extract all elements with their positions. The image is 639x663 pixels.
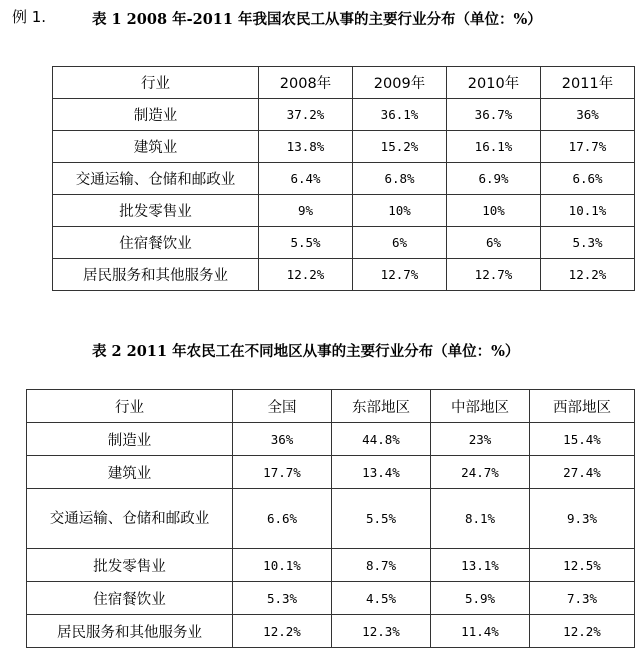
value-cell: 12.7%: [353, 259, 447, 291]
value-cell: 36.7%: [447, 99, 541, 131]
value-cell: 27.4%: [530, 456, 635, 489]
table-header-row: [53, 67, 635, 99]
value-cell: 5.5%: [332, 489, 431, 549]
header-cell: 全国: [233, 390, 332, 423]
value-cell: 12.2%: [541, 259, 635, 291]
table-row: [27, 456, 635, 489]
table2-caption: 表 2 2011 年农民工在不同地区从事的主要行业分布（单位：%）: [92, 343, 520, 360]
value-cell: 11.4%: [431, 615, 530, 648]
industry-cell: 批发零售业: [53, 195, 259, 227]
header-cell: 2008年: [259, 67, 353, 99]
value-cell: 5.3%: [233, 582, 332, 615]
value-cell: 16.1%: [447, 131, 541, 163]
value-cell: 10%: [447, 195, 541, 227]
value-cell: 10%: [353, 195, 447, 227]
value-cell: 13.8%: [259, 131, 353, 163]
table-row: [53, 227, 635, 259]
value-cell: 6.6%: [233, 489, 332, 549]
value-cell: 36%: [233, 423, 332, 456]
table-row: [27, 549, 635, 582]
table-row: [53, 99, 635, 131]
value-cell: 12.2%: [530, 615, 635, 648]
value-cell: 12.2%: [259, 259, 353, 291]
industry-cell: 居民服务和其他服务业: [27, 615, 233, 648]
table-row: [27, 615, 635, 648]
value-cell: 12.7%: [447, 259, 541, 291]
header-cell: 2011年: [541, 67, 635, 99]
value-cell: 37.2%: [259, 99, 353, 131]
value-cell: 12.2%: [233, 615, 332, 648]
value-cell: 17.7%: [233, 456, 332, 489]
value-cell: 9.3%: [530, 489, 635, 549]
value-cell: 4.5%: [332, 582, 431, 615]
header-cell: 东部地区: [332, 390, 431, 423]
industry-cell: 居民服务和其他服务业: [53, 259, 259, 291]
header-cell: 中部地区: [431, 390, 530, 423]
table-header-row: [27, 390, 635, 423]
value-cell: 7.3%: [530, 582, 635, 615]
header-cell: 行业: [53, 67, 259, 99]
value-cell: 5.5%: [259, 227, 353, 259]
value-cell: 15.4%: [530, 423, 635, 456]
industry-cell: 住宿餐饮业: [27, 582, 233, 615]
industry-cell: 交通运输、仓储和邮政业: [27, 489, 233, 549]
value-cell: 5.3%: [541, 227, 635, 259]
industry-cell: 制造业: [27, 423, 233, 456]
value-cell: 13.1%: [431, 549, 530, 582]
value-cell: 17.7%: [541, 131, 635, 163]
value-cell: 8.7%: [332, 549, 431, 582]
value-cell: 6.4%: [259, 163, 353, 195]
value-cell: 6%: [353, 227, 447, 259]
table2: [26, 389, 635, 648]
value-cell: 13.4%: [332, 456, 431, 489]
header-cell: 2009年: [353, 67, 447, 99]
table-row: [27, 489, 635, 549]
value-cell: 36%: [541, 99, 635, 131]
value-cell: 12.5%: [530, 549, 635, 582]
table1-caption: 表 1 2008 年-2011 年我国农民工从事的主要行业分布（单位：%）: [92, 11, 542, 28]
industry-cell: 住宿餐饮业: [53, 227, 259, 259]
value-cell: 9%: [259, 195, 353, 227]
value-cell: 23%: [431, 423, 530, 456]
value-cell: 6%: [447, 227, 541, 259]
value-cell: 44.8%: [332, 423, 431, 456]
header-cell: 行业: [27, 390, 233, 423]
value-cell: 6.9%: [447, 163, 541, 195]
table-row: [53, 195, 635, 227]
table-row: [53, 163, 635, 195]
value-cell: 6.8%: [353, 163, 447, 195]
table-row: [53, 259, 635, 291]
table-row: [53, 131, 635, 163]
value-cell: 6.6%: [541, 163, 635, 195]
header-cell: 西部地区: [530, 390, 635, 423]
industry-cell: 批发零售业: [27, 549, 233, 582]
value-cell: 8.1%: [431, 489, 530, 549]
header-cell: 2010年: [447, 67, 541, 99]
value-cell: 24.7%: [431, 456, 530, 489]
industry-cell: 制造业: [53, 99, 259, 131]
value-cell: 10.1%: [541, 195, 635, 227]
value-cell: 10.1%: [233, 549, 332, 582]
value-cell: 36.1%: [353, 99, 447, 131]
table-row: [27, 423, 635, 456]
industry-cell: 建筑业: [27, 456, 233, 489]
value-cell: 15.2%: [353, 131, 447, 163]
table1: [52, 66, 635, 291]
table-row: [27, 582, 635, 615]
value-cell: 12.3%: [332, 615, 431, 648]
value-cell: 5.9%: [431, 582, 530, 615]
industry-cell: 建筑业: [53, 131, 259, 163]
industry-cell: 交通运输、仓储和邮政业: [53, 163, 259, 195]
example-label: 例 1.: [12, 8, 47, 26]
